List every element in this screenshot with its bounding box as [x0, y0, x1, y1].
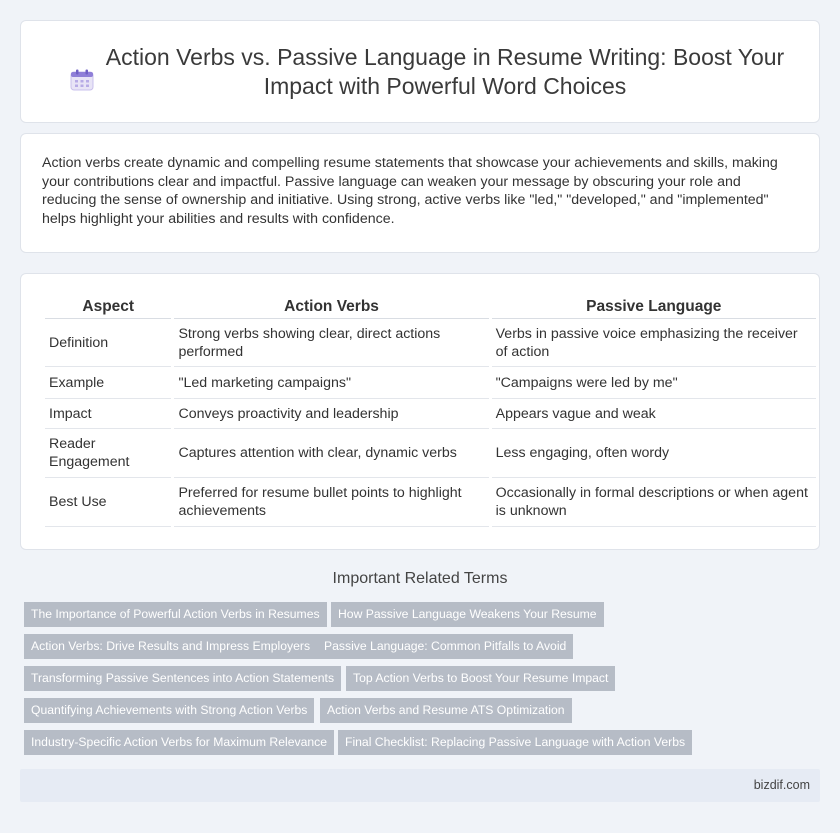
header-action-verbs: Action Verbs [174, 296, 488, 319]
related-term-link[interactable]: Quantifying Achievements with Strong Action Verbs [24, 698, 314, 723]
related-term-link[interactable]: Top Action Verbs to Boost Your Resume Impact [346, 666, 615, 691]
table-cell: Best Use [45, 478, 171, 527]
related-term-link[interactable]: Action Verbs and Resume ATS Optimization [320, 698, 572, 723]
footer-site-name: bizdif.com [753, 778, 810, 792]
related-term-link[interactable]: Action Verbs: Drive Results and Impress Employers [24, 634, 317, 659]
table-cell: "Led marketing campaigns" [174, 367, 488, 399]
table-cell: Reader Engagement [45, 429, 171, 478]
header-card [20, 20, 820, 123]
table-row [45, 478, 816, 527]
table-row [45, 319, 816, 367]
table-header-row [45, 296, 816, 319]
table-row [45, 429, 816, 478]
table-cell: Definition [45, 319, 171, 367]
comparison-table-card [20, 273, 820, 550]
table-cell: Conveys proactivity and leadership [174, 399, 488, 429]
table-cell: Occasionally in formal descriptions or when agent is unknown [492, 478, 816, 527]
related-term-link[interactable]: Industry-Specific Action Verbs for Maximum Relevance [24, 730, 334, 755]
header-aspect: Aspect [45, 296, 171, 319]
table-cell: Strong verbs showing clear, direct actions performed [174, 319, 488, 367]
table-cell: Example [45, 367, 171, 399]
related-term-link[interactable]: Transforming Passive Sentences into Action Statements [24, 666, 341, 691]
table-cell: Captures attention with clear, dynamic verbs [174, 429, 488, 478]
table-row [45, 399, 816, 429]
intro-card [20, 133, 820, 253]
table-cell: Less engaging, often wordy [492, 429, 816, 478]
table-row [45, 367, 816, 399]
intro-paragraph: Action verbs create dynamic and compelling resume statements that showcase your achievements and skills, making your contributions clear and impactful. Passive language can weaken your message by obscuring your role and reducing the sense of ownership and initiative. Using strong, active verbs like "led," "developed," and "implemented" helps highlight your abilities and results with confidence. [42, 155, 778, 227]
table-cell: Verbs in passive voice emphasizing the receiver of action [492, 319, 816, 367]
footer [20, 769, 820, 802]
related-term-link[interactable]: How Passive Language Weakens Your Resume [331, 602, 604, 627]
related-term-link[interactable]: Final Checklist: Replacing Passive Language with Action Verbs [338, 730, 692, 755]
related-term-link[interactable]: The Importance of Powerful Action Verbs in Resumes [24, 602, 327, 627]
table-cell: Preferred for resume bullet points to highlight achievements [174, 478, 488, 527]
table-cell: Impact [45, 399, 171, 429]
comparison-table [42, 296, 819, 527]
related-term-link[interactable]: Passive Language: Common Pitfalls to Avoid [317, 634, 573, 659]
related-terms-heading: Important Related Terms [332, 570, 508, 587]
table-cell: "Campaigns were led by me" [492, 367, 816, 399]
table-cell: Appears vague and weak [492, 399, 816, 429]
page-title: Action Verbs vs. Passive Language in Resume Writing: Boost Your Impact with Powerful Word Choices [105, 44, 785, 99]
header-passive-language: Passive Language [492, 296, 816, 319]
